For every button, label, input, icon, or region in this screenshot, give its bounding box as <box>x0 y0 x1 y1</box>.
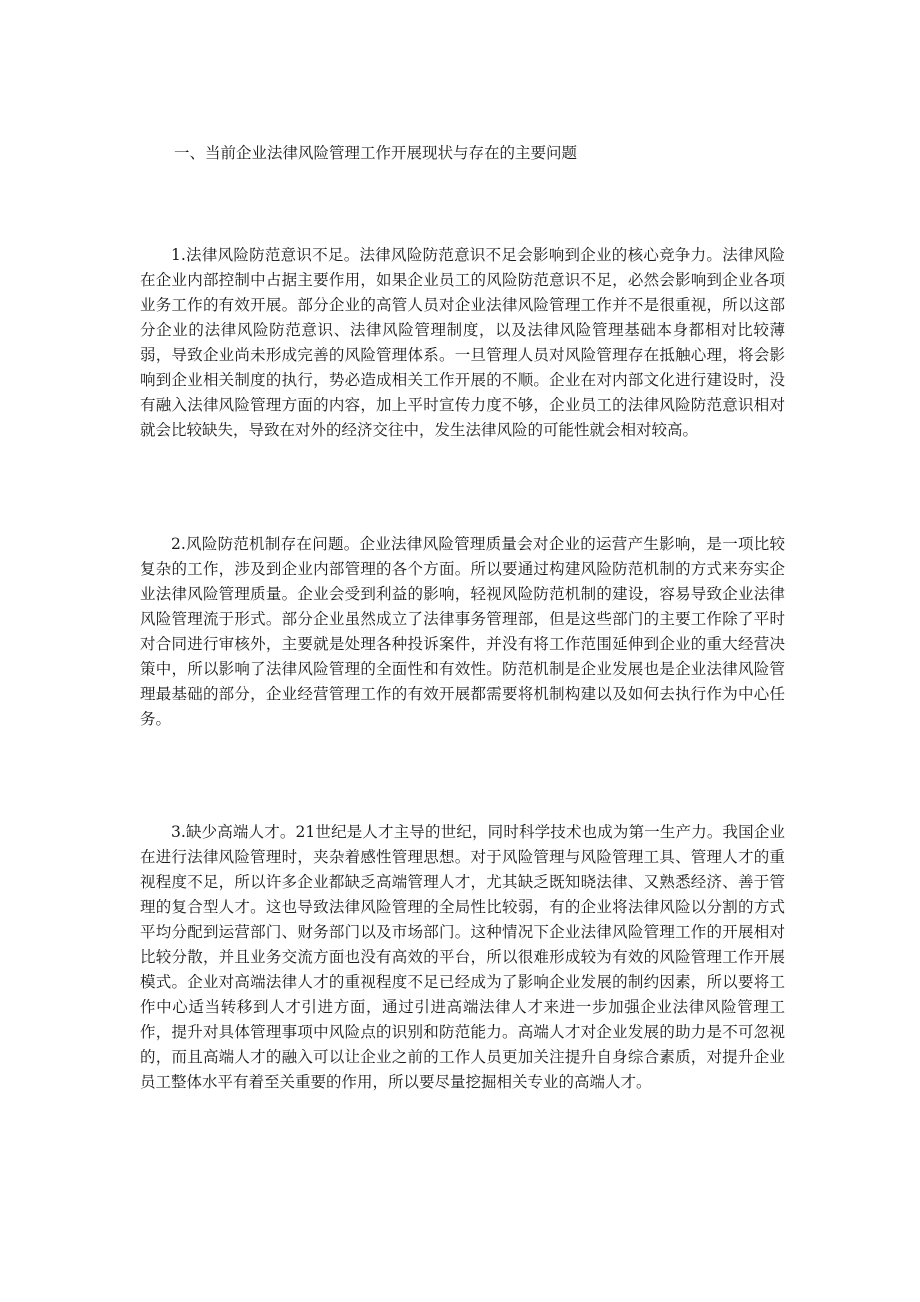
paragraph-risk-prevention-mechanism: 2.风险防范机制存在问题。企业法律风险管理质量会对企业的运营产生影响，是一项比较复杂的工作，涉及到企业内部管理的各个方面。所以要通过构建风险防范机制的方式来夯实企业法律风险管理质量。企业会受到利益的影响，轻视风险防范机制的建设，容易导致企业法律风险管理流于形式。部分企业虽然成立了法律事务管理部，但是这些部门的主要工作除了平时对合同进行审核外，主要就是处理各种投诉案件，并没有将工作范围延伸到企业的重大经营决策中，所以影响了法律风险管理的全面性和有效性。防范机制是企业发展也是企业法律风险管理最基础的部分，企业经营管理工作的有效开展都需要将机制构建以及如何去执行作为中心任务。 <box>140 535 785 728</box>
paragraph-legal-risk-awareness: 1.法律风险防范意识不足。法律风险防范意识不足会影响到企业的核心竞争力。法律风险在企业内部控制中占据主要作用，如果企业员工的风险防范意识不足，必然会影响到企业各项业务工作的有效开展。部分企业的高管人员对企业法律风险管理工作并不是很重视，所以这部分企业的法律风险防范意识、法律风险管理制度，以及法律风险管理基础本身都相对比较薄弱，导致企业尚未形成完善的风险管理体系。一旦管理人员对风险管理存在抵触心理，将会影响到企业相关制度的执行，势必造成相关工作开展的不顺。企业在对内部文化进行建设时，没有融入法律风险管理方面的内容，加上平时宣传力度不够，企业员工的法律风险防范意识相对就会比较缺失，导致在对外的经济交往中，发生法律风险的可能性就会相对较高。 <box>140 246 785 439</box>
paragraph-lack-of-talent: 3.缺少高端人才。21世纪是人才主导的世纪，同时科学技术也成为第一生产力。我国企业在进行法律风险管理时，夹杂着感性管理思想。对于风险管理与风险管理工具、管理人才的重视程度不足，所以许多企业都缺乏高端管理人才，尤其缺乏既知晓法律、又熟悉经济、善于管理的复合型人才。这也导致法律风险管理的全局性比较弱，有的企业将法律风险以分割的方式平均分配到运营部门、财务部门以及市场部门。这种情况下企业法律风险管理工作的开展相对比较分散，并且业务交流方面也没有高效的平台，所以很难形成较为有效的风险管理工作开展模式。企业对高端法律人才的重视程度不足已经成为了影响企业发展的制约因素，所以要将工作中心适当转移到人才引进方面，通过引进高端法律人才来进一步加强企业法律风险管理工作，提升对具体管理事项中风险点的识别和防范能力。高端人才对企业发展的助力是不可忽视的，而且高端人才的融入可以让企业之前的工作人员更加关注提升自身综合素质，对提升企业员工整体水平有着至关重要的作用，所以要尽量挖掘相关专业的高端人才。 <box>140 823 785 1091</box>
section-heading: 一、当前企业法律风险管理工作开展现状与存在的主要问题 <box>174 144 578 162</box>
